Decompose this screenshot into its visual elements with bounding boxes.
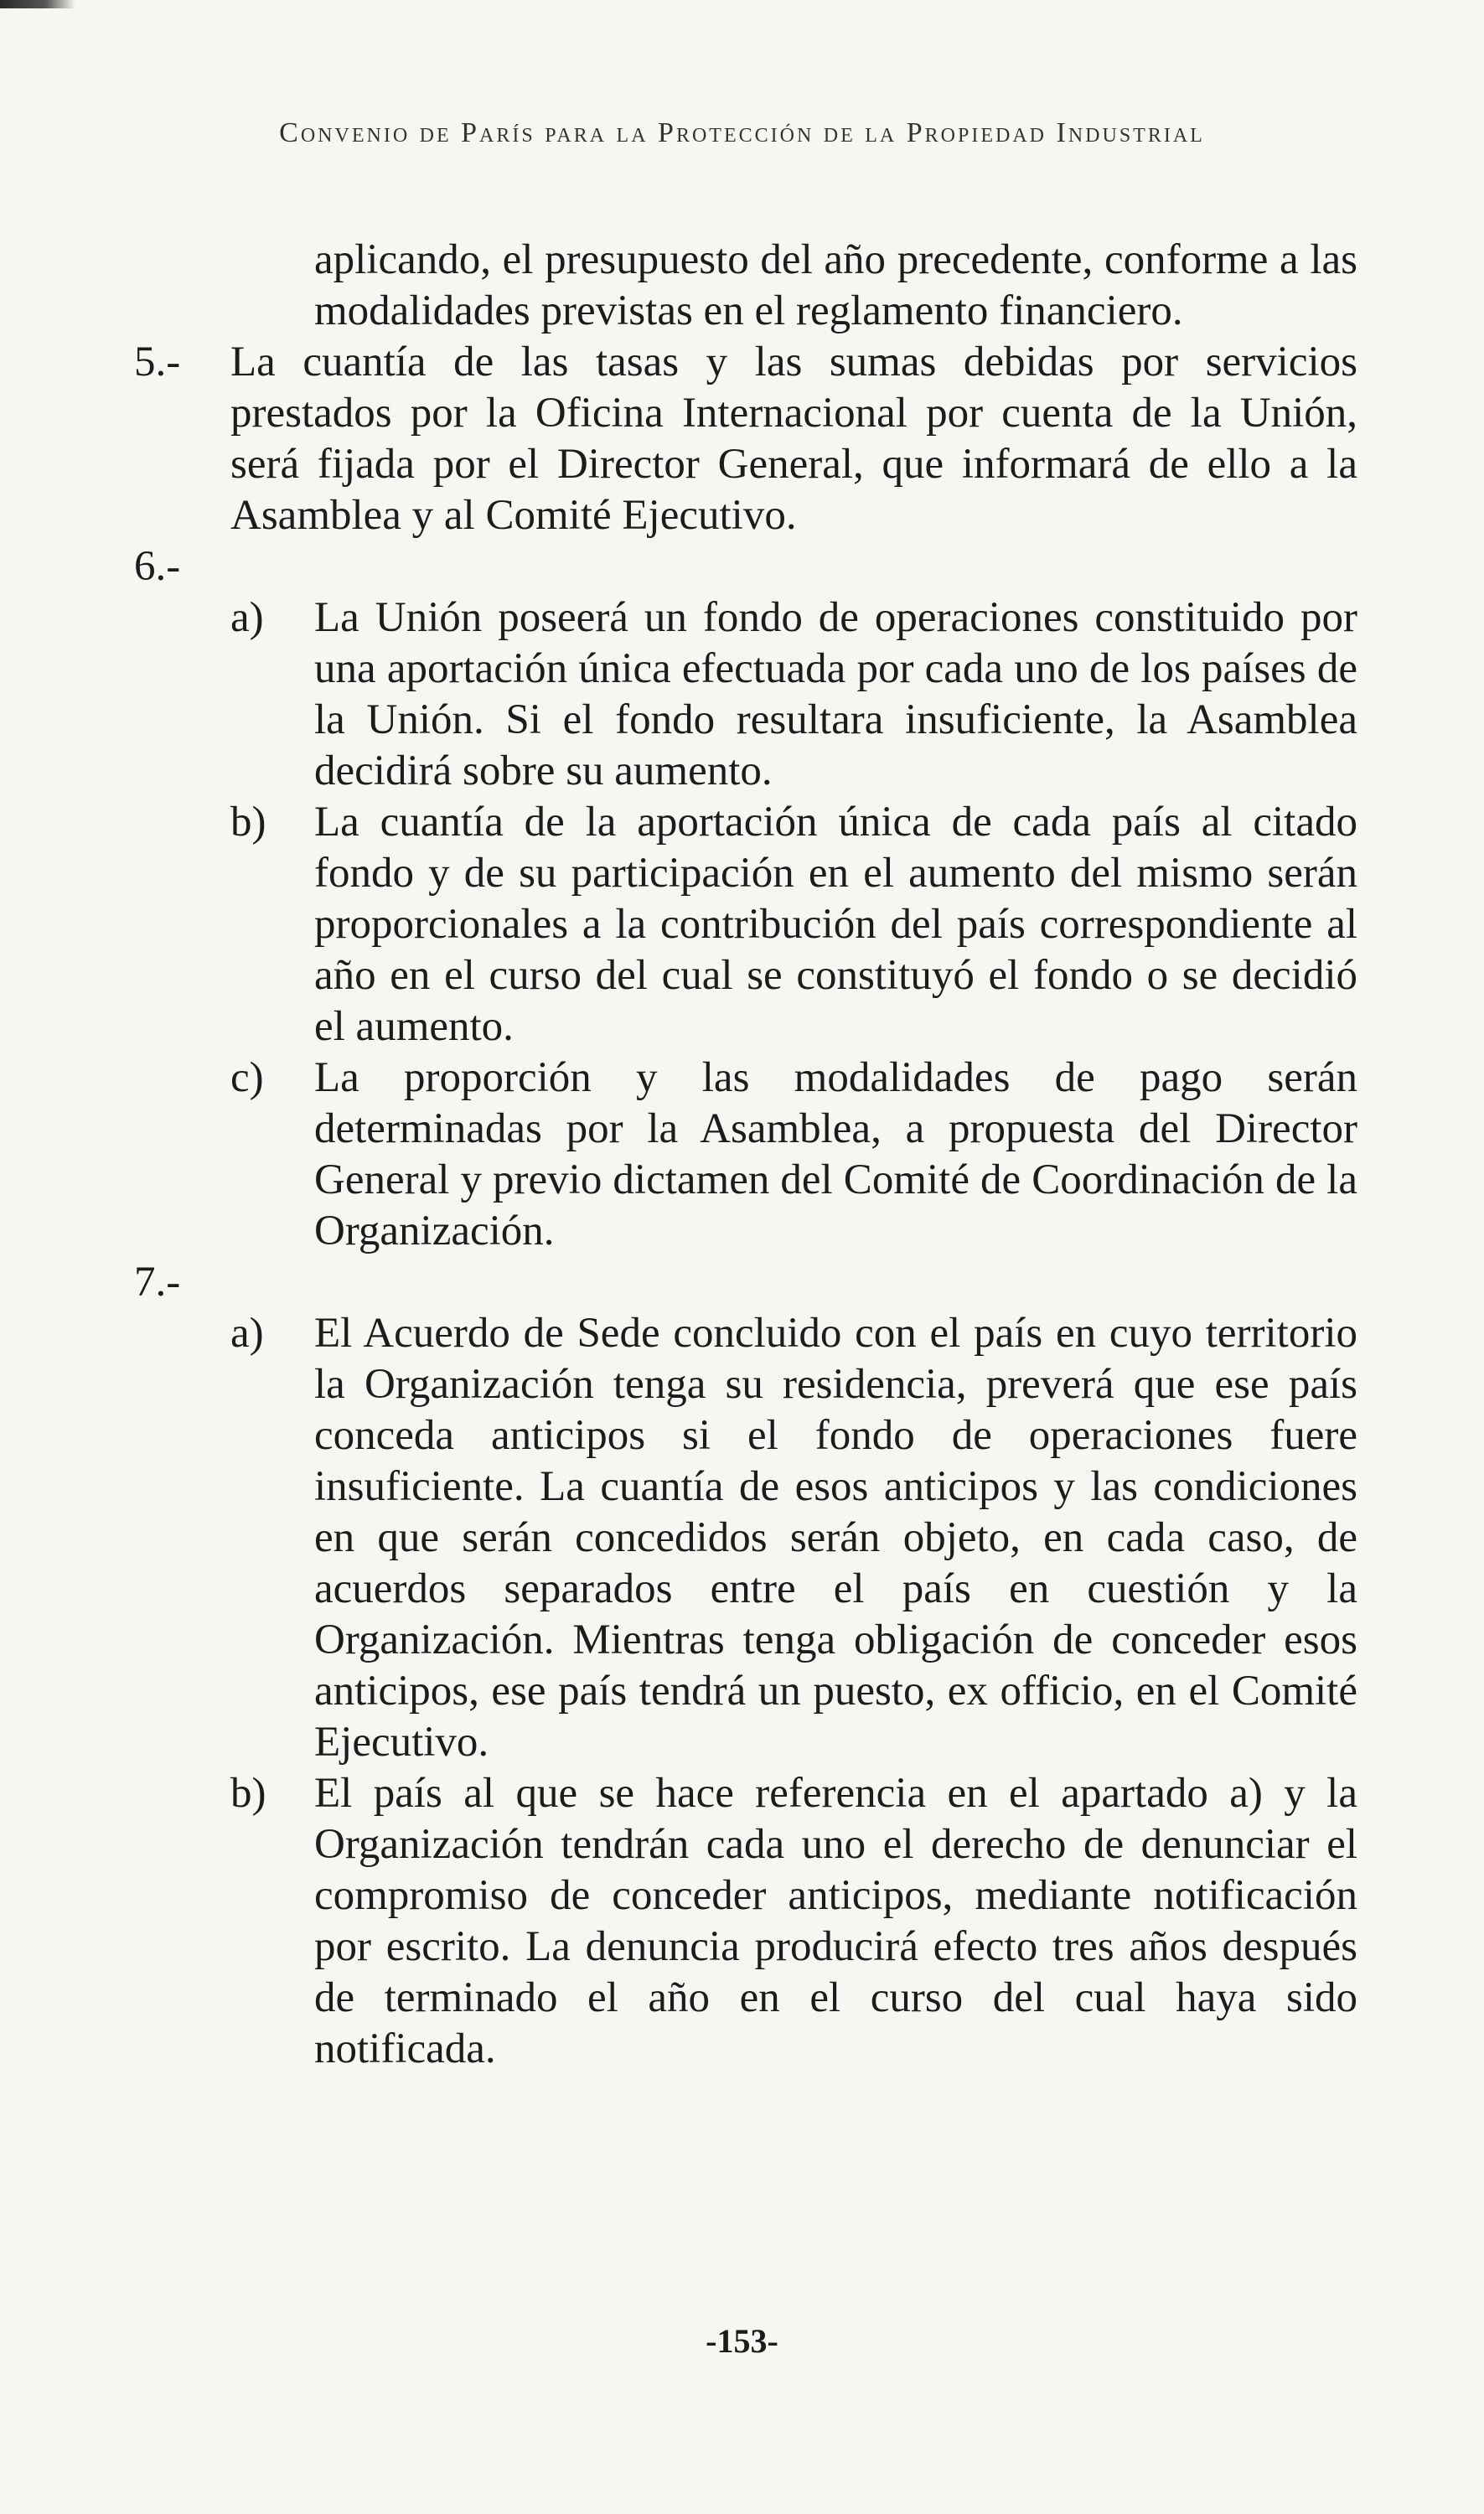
clause-5 <box>134 337 1357 541</box>
subclause-label: b) <box>230 799 266 846</box>
subclause-label: b) <box>230 1770 266 1817</box>
running-title: Convenio de París para la Protección de la Propiedad Industrial <box>279 117 1205 148</box>
subclause-text: La Unión poseerá un fondo de operaciones constituido por una aportación única efectuada por cada uno de los países de la Unión. Si el fondo resultara insuficiente, la Asamblea decidirá sobre su aumento. <box>314 594 1357 794</box>
subclause-label: a) <box>230 1310 264 1357</box>
subclause-text: La cuantía de la aportación única de cada país al citado fondo y de su participación en el aumento del mismo serán proporcionales a la contribución del país correspondiente al año en el curso del cual se constituyó el fondo o se decidió el aumento. <box>314 799 1357 1050</box>
clause-6b <box>134 797 1357 1053</box>
clause-number: 5.- <box>134 339 181 385</box>
clause-7a <box>134 1308 1357 1768</box>
subclause-text: El país al que se hace referencia en el apartado a) y la Organización tendrán cada uno el derecho de denunciar el compromiso de conceder anticipos, mediante notificación por escrito. La denuncia producirá efecto tres años después de terminado el año en el curso del cual haya sido notificada. <box>314 1770 1357 2072</box>
clause-6-number: 6.- <box>134 543 181 590</box>
scan-corner-mark <box>0 0 75 8</box>
clause-6c <box>134 1053 1357 1257</box>
clause-6a <box>134 592 1357 797</box>
clause-7b <box>134 1768 1357 2075</box>
continuation-paragraph: aplicando, el presupuesto del año precedente, conforme a las modalidades previstas en el reglamento financiero. <box>314 236 1357 334</box>
subclause-text: El Acuerdo de Sede concluido con el país en cuyo territorio la Organización tenga su residencia, preverá que ese país conceda anticipos si el fondo de operaciones fuere insuficiente. La cuantía de esos anticipos y las condiciones en que serán concedidos serán objeto, en cada caso, de acuerdos separados entre el país en cuestión y la Organización. Mientras tenga obligación de conceder esos anticipos, ese país tendrá un puesto, ex officio, en el Comité Ejecutivo. <box>314 1310 1357 1766</box>
page-number: -153- <box>706 2322 778 2360</box>
subclause-text: La proporción y las modalidades de pago serán determinadas por la Asamblea, a propuesta del Director General y previo dictamen del Comité de Coordinación de la Organización. <box>314 1054 1357 1254</box>
clause-7-number: 7.- <box>134 1259 181 1306</box>
clause-text: La cuantía de las tasas y las sumas debidas por servicios prestados por la Oficina Internacional por cuenta de la Unión, será fijada por el Director General, que informará de ello a la Asamblea y al Comité Ejecutivo. <box>230 339 1357 539</box>
subclause-label: c) <box>230 1054 264 1101</box>
document-body <box>134 235 1357 2075</box>
subclause-label: a) <box>230 594 264 641</box>
